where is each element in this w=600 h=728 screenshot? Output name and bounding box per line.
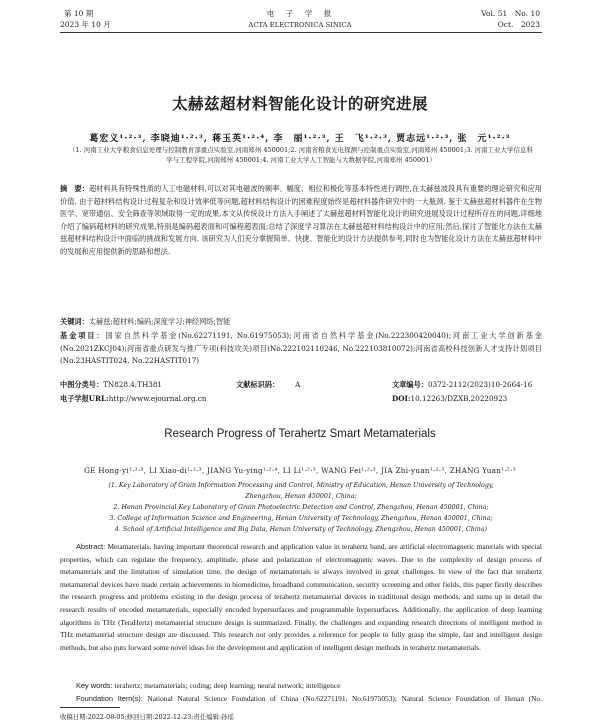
keywords-cn (60, 316, 542, 329)
affiliation-en-1: (1. Key Laboratory of Grain Information Processing and Control, Ministry of Education, Henan University of Technology, (108, 482, 494, 489)
affiliations-en (60, 480, 542, 535)
abstract-en (60, 541, 542, 654)
journal-url: 电子学报URL:http://www.ejournal.org.cn (60, 394, 207, 403)
keywords-text-en: terahertz; metamaterials; coding; deep learning; neural network; intelligence (114, 681, 341, 690)
affiliation-en-4: 4. School of Artificial Intelligence and Big Data, Henan University of Technology, Zhengzhou, Henan 450001, China) (114, 526, 488, 533)
fund-cn (60, 330, 542, 368)
affiliation-en-2: 2. Henan Provincial Key Laboratory of Grain Photoelectric Detection and Control, Zhengzhou, Henan 450001, China; (113, 504, 489, 511)
received-date: 收稿日期:2022-08-05;修回日期:2022-12-23;责任编辑:孙瑶 (60, 713, 234, 721)
document-code: 文献标识码： A (236, 380, 301, 389)
keywords-label-cn: 关键词： (60, 317, 89, 326)
abstract-label-en: Abstract: (76, 542, 106, 551)
journal-name-cn: 电 子 学 报 (266, 9, 334, 18)
authors-en: GE Hong-yi¹·²·³, LI Xiao-di¹·²·³, JIANG Yu-ying¹·²·⁴, LI Li¹·²·³, WANG Fei¹·²·³, JIA Zhi-yuan¹·²·³, ZHANG Yuan¹·²·³ (84, 466, 516, 475)
fund-text-cn: 国家自然科学基金(No.62271191, No.61975053);河南省自然科学基金(No.222300420040);河南工业大学创新基金(No.2021ZKCJ04);河南省重点研发与推广专项(科技攻关)项目(No.222102110246, No.222103810072);河南省高校科技创新人才支持计划项目(No.23HASTIT024, No.22HASTIT017) (60, 331, 542, 366)
title-cn: 太赫兹超材料智能化设计的研究进展 (171, 94, 428, 113)
affiliation-en-3: 3. College of Information Science and Engineering, Henan University of Technology, Zhengzhou, Henan 450001, China; (109, 515, 493, 522)
fund-label-en: Foundation Item(s): (76, 694, 143, 703)
fund-en (60, 693, 542, 706)
issue-number: 第 10 期 (64, 9, 94, 18)
abstract-text-en: Metamaterials, having important theoretical research and application value in terahertz band, are artificial electromagnetic materials with special properties, which can regulate the frequency, amplitude, phase and polarization of electromagnetic waves. Due to the complexity of design process of metamaterials and the limitation of simulation time, the design of metamaterials is always involved in great challenges. In view of the fact that terahertz metamaterial devices have made certain achievements in biomedicine, broadband communication, security screening and other fields, this paper firstly describes the research progress and problems existing in the design process of terahertz metamaterial devices in traditional design methods, and sums up in detail the research results of encoded metamaterials, especially encoded hypersurfaces and programmable hypersurfaces. Additionally, the application of deep learning algorithms in THz (TeraHertz) metamaterial structure design is summarized. Finally, the challenges and expanding research directions of intelligent method in THz metamaterial structure design are discussed. This research not only provides a reference for people to fully grasp the simple, fast and intelligent design methods, but also puts forward some novel ideas for the development and application of intelligent design methods in terahertz metamaterials. (60, 542, 542, 652)
keywords-en (60, 680, 542, 693)
article-number: 文章编号：0372-2112(2023)10-2664-16 (392, 380, 533, 389)
keywords-text-cn: 太赫兹;超材料;编码;深度学习;神经网络;智能 (88, 317, 231, 326)
keywords-label-en: Key words: (76, 681, 113, 690)
volume-number: Vol. 51 No. 10 (481, 9, 540, 18)
abstract-label-cn: 摘 要： (60, 184, 89, 193)
abstract-cn (60, 183, 542, 259)
fund-text-en: National Natural Science Foundation of China (No.62271191, No.61975053); Natural Science Foundation of Henan (No. (147, 694, 542, 703)
abstract-text-cn: 超材料具有特殊性质的人工电磁材料,可以对其电磁波的频率、幅度、相位和极化等基本特性进行调控,在太赫兹波段具有重要的理论研究和应用价值. 由于超材料结构设计过程复杂和设计效率低等问题,超材料结构设计的困难程度始终是超材料器件研究中的一大瓶颈. 鉴于太赫兹超材料器件在生物医学、宽带通信、安全筛查等领域取得一定的成果,本文从传统设计方法入手阐述了太赫兹超材料智能化设计的研究进展及设计过程所存在的问题,详细地介绍了编码超材料的研究成果,特别是编码超表面和可编程超表面;总结了深度学习算法在太赫兹超材料结构设计中的应用;然后,探讨了智能化方法在太赫兹超材料结构设计中面临的挑战和发展方向. 该研究为人们充分掌握简单、快捷、智能化的设计方法提供参考,同时也为智能化设计方法在太赫兹超材料中的发展和应用提供新的思路和想法. (60, 184, 542, 256)
footnote-rule (60, 707, 120, 708)
date-en: Oct. 2023 (497, 20, 540, 29)
affiliations-cn: （1. 河南工业大学粮食信息处理与控制教育部重点实验室,河南郑州 450001;2. 河南省粮食光电探测与控制重点实验室,河南郑州 450001;3. 河南工业大学信息科学与工程学院,河南郑州 450001;4. 河南工业大学人工智能与大数据学院,河南郑州 450001） (68, 146, 534, 164)
fund-label-cn: 基金项目： (60, 331, 106, 340)
issue-date: 2023 年 10 月 (60, 20, 111, 29)
affiliation-en-1b: Zhengzhou, Henan 450001, China; (245, 493, 357, 500)
clc-number: 中图分类号：TN828.4;TH381 (60, 380, 163, 389)
title-en: Research Progress of Terahertz Smart Metamaterials (164, 428, 436, 440)
journal-name-en: ACTA ELECTRONICA SINICA (248, 21, 352, 29)
doi: DOI:10.12263/DZXB.20220923 (392, 394, 508, 403)
header-rule (60, 32, 542, 33)
authors-cn: 葛宏义¹·²·³, 李晓迪¹·²·³, 蒋玉英¹·²·⁴, 李 丽¹·²·³, 王 飞¹·²·³, 贾志远¹·²·³, 张 元¹·²·³ (89, 134, 511, 144)
